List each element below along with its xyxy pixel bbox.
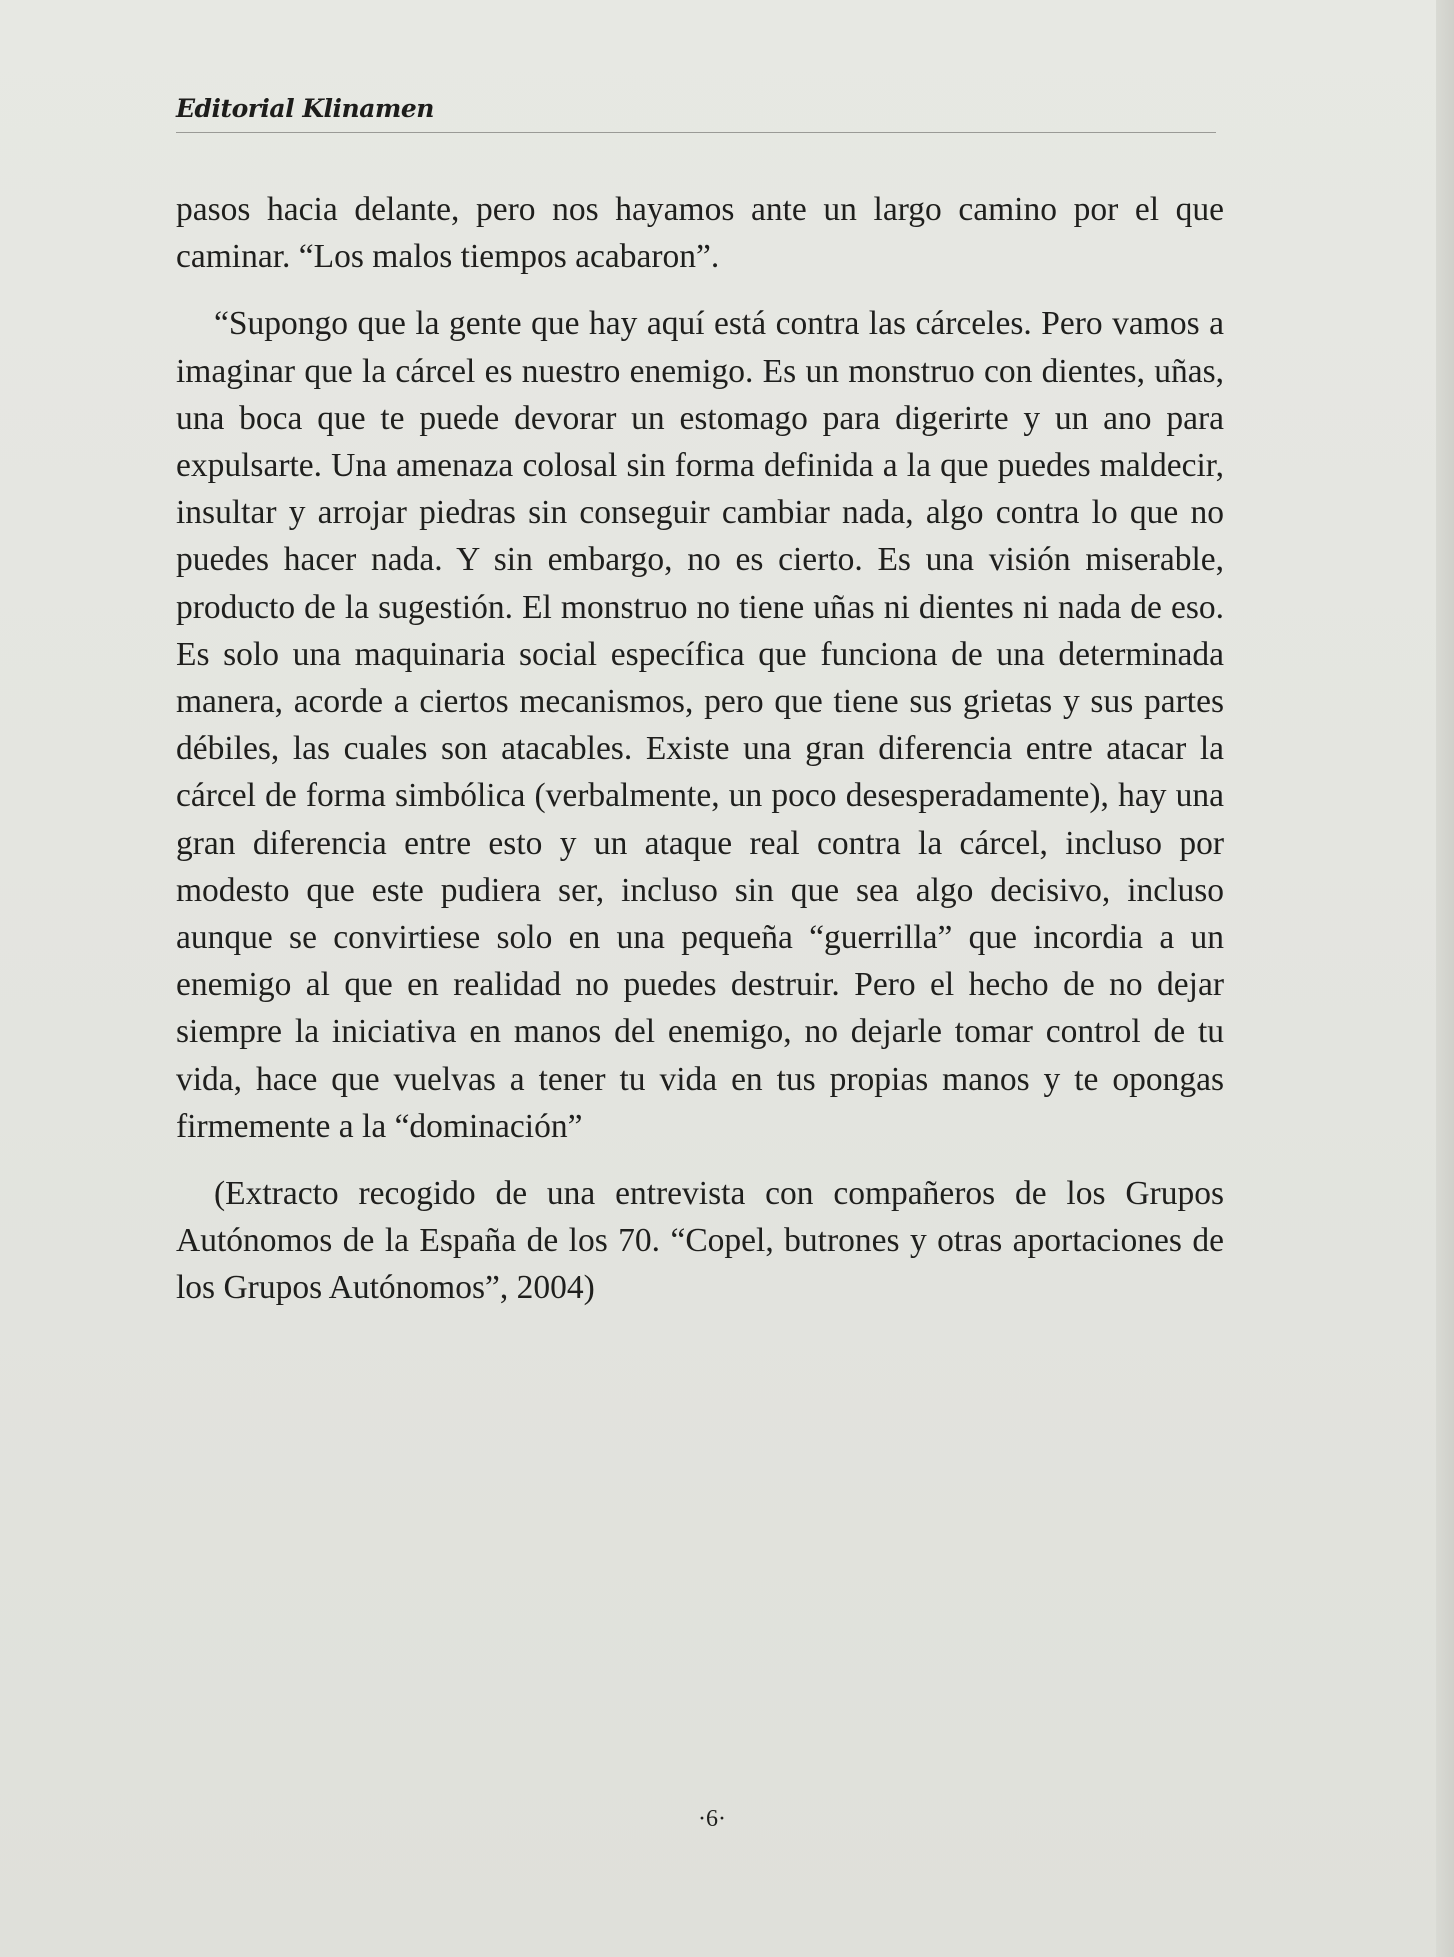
paragraph-source-note: (Extracto recogido de una entrevista con compañeros de los Grupos Autónomos de la España de los 70. “Copel, butrones y otras aportaciones de los Grupos Autónomos”, 2004) — [176, 1175, 1224, 1307]
paragraph-quote: “Supongo que la gente que hay aquí está contra las cárceles. Pero vamos a imaginar que la cárcel es nuestro enemigo. Es un monstruo con dientes, uñas, una boca que te puede devorar un estomago para digerirte y un ano para expulsarte. Una amenaza colosal sin forma definida a la que puedes maldecir, insultar y arrojar piedras sin conseguir cambiar nada, algo contra lo que no puedes hacer nada. Y sin embargo, no es cierto. Es una visión miserable, producto de la sugestión. El monstruo no tiene uñas ni dientes ni nada de eso. Es solo una maquinaria social específica que funciona de una determinada manera, acorde a ciertos mecanismos, pero que tiene sus grietas y sus partes débiles, las cuales son atacables. Existe una gran diferencia entre atacar la cárcel de forma simbólica (verbalmente, un poco desesperadamente), hay una gran diferencia entre esto y un ataque real contra la cárcel, incluso por modesto que este pudiera ser, incluso sin que sea algo decisivo, incluso aunque se convirtiese solo en una pequeña “guerrilla” que incordia a un enemigo al que en realidad no puedes destruir. Pero el hecho de no dejar siempre la iniciativa en manos del enemigo, no dejarle tomar control de tu vida, hace que vuelvas a tener tu vida en tus propias manos y te opongas firmemente a la “dominación” — [176, 305, 1224, 1145]
page-number: ·6· — [698, 1806, 726, 1832]
running-head — [176, 92, 1216, 133]
paragraph-continuation: pasos hacia delante, pero nos hayamos ante un largo camino por el que caminar. “Los malos tiempos acabaron”. — [176, 191, 1224, 276]
page-edge-shadow — [1436, 0, 1454, 1957]
body-text — [176, 186, 1224, 1312]
running-head-title: Editorial Klinamen — [176, 94, 434, 123]
